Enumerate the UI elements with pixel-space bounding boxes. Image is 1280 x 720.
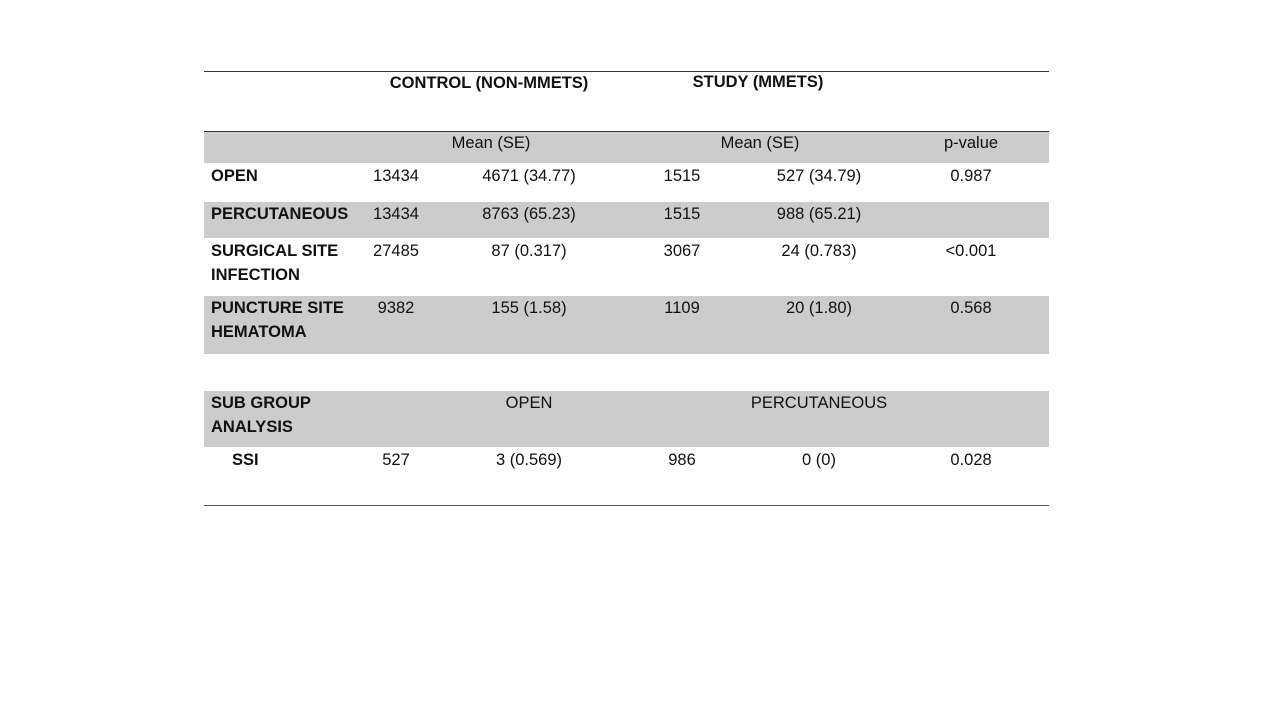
p-value: 0.568 bbox=[950, 299, 992, 317]
study-mean-header: Mean (SE) bbox=[720, 134, 800, 152]
control-mean: 4671 (34.77) bbox=[482, 167, 576, 185]
open-mean: 3 (0.569) bbox=[495, 451, 563, 469]
row-label-percutaneous: PERCUTANEOUS bbox=[211, 205, 349, 223]
control-n: 13434 bbox=[373, 205, 419, 223]
pvalue-header: p-value bbox=[943, 134, 999, 152]
subheader-band bbox=[204, 132, 1049, 163]
study-n: 1515 bbox=[663, 205, 701, 223]
control-mean: 87 (0.317) bbox=[491, 242, 567, 260]
row-label-ssi: SSI bbox=[232, 451, 259, 469]
control-n: 27485 bbox=[373, 242, 419, 260]
study-group-header: STUDY (MMETS) bbox=[692, 73, 824, 91]
study-mean: 527 (34.79) bbox=[776, 167, 862, 185]
row-label-puncture-site-hematoma: PUNCTURE SITE HEMATOMA bbox=[211, 299, 344, 341]
control-mean: 155 (1.58) bbox=[491, 299, 567, 317]
p-value: 0.028 bbox=[950, 451, 992, 469]
study-mean: 20 (1.80) bbox=[785, 299, 853, 317]
control-mean-header: Mean (SE) bbox=[451, 134, 531, 152]
open-n: 527 bbox=[382, 451, 410, 469]
p-value: <0.001 bbox=[945, 242, 997, 260]
subgroup-percutaneous-header: PERCUTANEOUS bbox=[750, 394, 888, 412]
study-n: 1109 bbox=[664, 299, 700, 317]
control-group-header: CONTROL (NON-MMETS) bbox=[389, 74, 589, 92]
row-label-surgical-site-infection: SURGICAL SITE INFECTION bbox=[211, 242, 339, 284]
subgroup-open-header: OPEN bbox=[505, 394, 553, 412]
control-n: 9382 bbox=[377, 299, 415, 317]
control-n: 13434 bbox=[373, 167, 419, 185]
percutaneous-n: 986 bbox=[668, 451, 696, 469]
bottom-rule bbox=[204, 505, 1049, 506]
study-n: 1515 bbox=[663, 167, 701, 185]
subgroup-label: SUB GROUP ANALYSIS bbox=[211, 394, 311, 436]
p-value: 0.987 bbox=[950, 167, 992, 185]
top-rule bbox=[204, 71, 1049, 72]
study-mean: 24 (0.783) bbox=[781, 242, 857, 260]
study-mean: 988 (65.21) bbox=[776, 205, 862, 223]
study-n: 3067 bbox=[663, 242, 701, 260]
row-label-open: OPEN bbox=[211, 167, 258, 185]
control-mean: 8763 (65.23) bbox=[482, 205, 576, 223]
percutaneous-mean: 0 (0) bbox=[802, 451, 836, 469]
